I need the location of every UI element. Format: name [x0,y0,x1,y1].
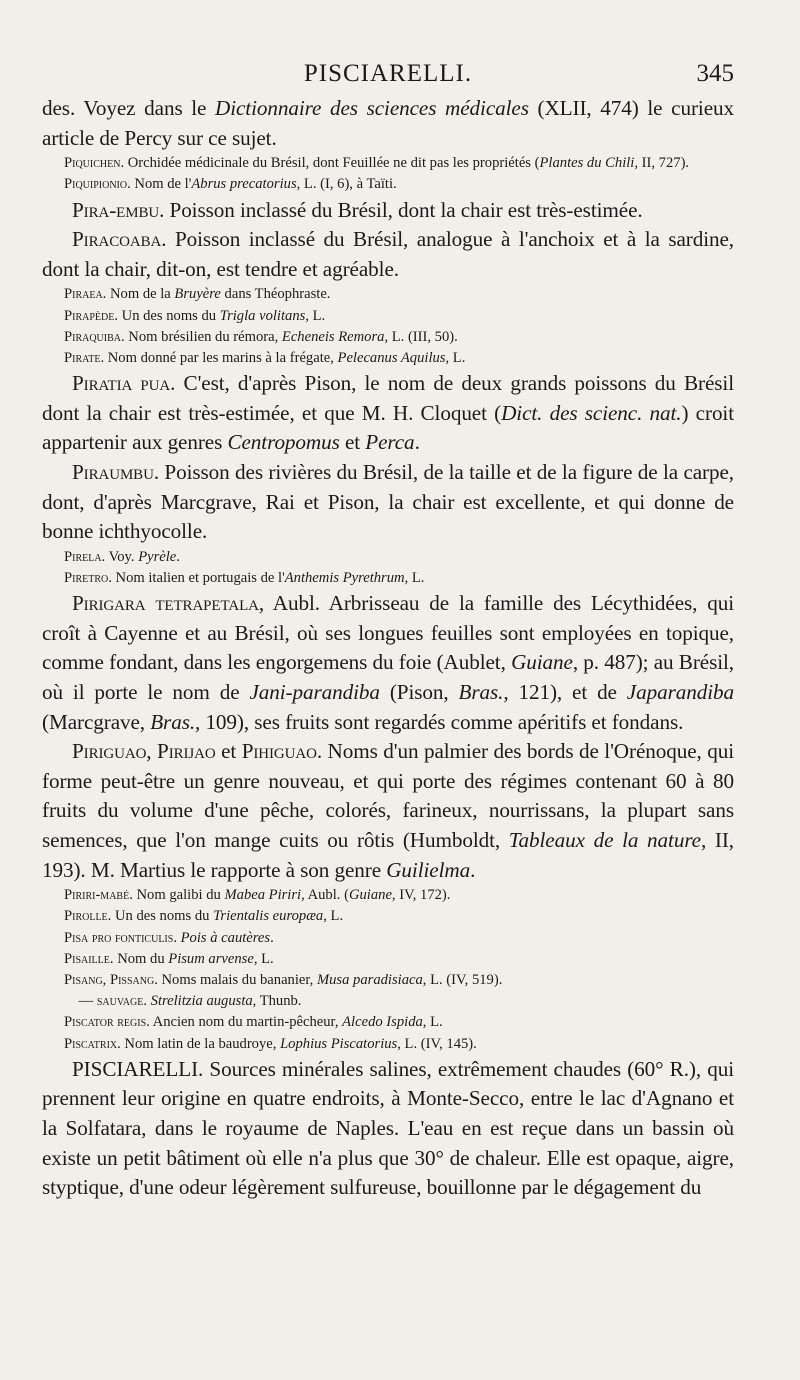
entry-text: Nom de l' [130,176,192,193]
entry-text: , L. (IV, 145). [397,1035,477,1052]
entry-headword: Piraumbu. [72,459,160,484]
entry-pisang-sauvage [64,991,734,1012]
entry-headword: Pisa pro fonticulis. [64,929,177,946]
entry-pisang [64,970,734,991]
entry-text: , L. (IV, 519). [422,971,503,988]
entry-text: Poisson inclassé du Brésil, analogue à l'anchoix et à la sardine, dont la chair, dit-on, est tendre et agréable. [42,227,734,281]
entry-text: . [414,430,420,455]
entry-pisa-pro-fonticulis [64,928,734,949]
entry-text: , IV, 172). [391,887,451,904]
entry-text: Aubl. Arbrisseau de la famille des Lécythidées, qui croît à Cayenne et au Brésil, où ses longues feuilles sont employées en topique, comme fondant, dans les engorgemens du foie (Aublet, [42,591,734,675]
entry-text: (Pison, [379,679,459,704]
entry-text: dans Théophraste. [220,286,331,303]
entry-italic: Japarandiba [626,679,734,704]
entry-italic: Dictionnaire des sciences médicales [215,96,529,120]
entry-piretro [64,568,734,589]
entry-headword: Pirate. [64,349,105,366]
entry-text: , 109), ses fruits sont regardés comme apéritifs et fondans. [195,709,684,734]
entry-piraumbu [42,458,734,547]
entry-text: , Thunb. [252,993,302,1010]
entry-italic: Mabea Piriri [224,887,302,904]
entry-italic: Abrus precatorius [191,176,297,193]
entry-headword: Pirigara tetrapetala, [72,591,265,616]
entry-italic: Pyrèle [138,548,177,565]
entry-headword: Piratia pua. [72,371,176,396]
entry-headword: sauvage. [93,993,147,1010]
entry-headword: Piquipionio. [64,176,131,193]
entry-italic: Guiane [511,650,573,675]
entry-italic: Trientalis europæa [213,908,324,925]
entry-text: . [270,929,274,946]
entry-pisaille [64,949,734,970]
entry-headword: Pihiguao. [241,739,323,764]
entry-text: Nom brésilien du rémora, [124,328,282,345]
entry-text: et [215,739,242,764]
entry-italic: Bras. [458,679,504,704]
running-title: PISCIARELLI. [303,60,473,87]
entry-text: Ancien nom du martin-pêcheur, [149,1014,343,1031]
entry-piraquiba [64,327,734,348]
entry-italic: Musa paradisiaca [316,971,423,988]
entry-italic: Plantes du Chili, [539,155,639,172]
entry-text: , L. [253,950,274,967]
entry-headword: Piscator regis. [64,1014,150,1031]
entry-text: Nom de la [106,286,175,303]
entry-italic: Pois à cautères [180,929,271,946]
entry-italic: Lophius Piscatorius [280,1035,398,1052]
entry-pirapede [64,306,734,327]
entry-headword: Pirolle. [64,908,112,925]
entry-piquichen [64,153,734,174]
entry-headword: Piraquiba. [64,328,125,345]
entry-pirela [64,547,734,568]
entry-text: . [470,857,476,882]
entry-headword: Piraea. [64,286,107,303]
entry-text: Poisson des rivières du Brésil, de la taille et de la figure de la carpe, dont, d'après Marcgrave, Rai et Pison, la chair est excellente, et qui donne de bonne ichthyocolle. [42,459,734,544]
entry-text: Nom donné par les marins à la frégate, [104,349,338,366]
entry-text: , L. [323,908,344,925]
entry-headword: Piriguao, Pirijao [72,739,216,764]
entry-text: II, 727). [638,155,690,172]
entry-text: Nom du [113,950,169,967]
entry-headword: Piscatrix. [64,1035,121,1052]
entry-piquipionio [64,174,734,195]
entry-italic: Jani-parandiba [249,679,380,704]
entry-text: ) croit appartenir aux genres [42,400,735,455]
entry-text: Orchidée médicinale du Brésil, dont Feuillée ne dit pas les propriétés ( [124,155,540,172]
entry-text: , L. (III, 50). [384,328,458,345]
entry-headword: Piquichen. [64,155,125,172]
entry-text: Noms d'un palmier des bords de l'Orénoque, qui forme peut-être un genre nouveau, et qui porte des régimes contenant 60 à 80 fruits du volume d'une pêche, colorés, farineux, nourrissans, la plupart sans semences, que l'on mange cuits ou rôtis (Humboldt, [42,739,734,852]
entry-headword: Pira-embu. [72,197,165,222]
entry-pira-embu [42,196,734,226]
entry-pirolle [64,906,734,927]
entry-italic: Centropomus [227,430,340,455]
entry-text: et [339,430,366,455]
entry-text: Nom galibi du [132,887,225,904]
entry-headword-main: PISCIARELLI. [72,1056,204,1081]
entry-italic: Dict. des scienc. nat. [501,400,682,425]
entry-italic: Bruyère [174,286,221,303]
entry-piscator-regis [64,1012,734,1033]
entry-italic: Tableaux de la nature [508,827,701,852]
entry-headword: Piriri-mabé. [64,887,133,904]
entry-piriguao [42,737,734,885]
page-header [42,60,734,94]
entry-italic: Guiane [348,887,392,904]
entry-headword: Piracoaba. [72,227,167,252]
entry-text: Nom latin de la baudroye, [120,1035,281,1052]
entry-text: des. Voyez dans le [42,96,216,120]
entry-italic: Pelecanus Aquilus [337,349,446,366]
entry-italic: Anthemis Pyrethrum [284,569,405,586]
entry-text: Un des noms du [118,307,220,324]
entry-text: , L. (I, 6), à Taïti. [296,176,397,193]
entry-text: Sources minérales salines, extrêmement chaudes (60° R.), qui prennent leur origine en quatre endroits, à Monte-Secco, entre le lac d'Agnano et la Solfatara, dans le royaume de Naples. L'eau en est reçue dans un bassin où existe un petit bâtiment où elle n'a plus que 30° de chaleur. Elle est opaque, aigre, styptique, d'une odeur légèrement sulfureuse, bouillonne par le dégagement du [42,1056,734,1200]
entries-column [42,94,734,1203]
entry-headword: Pirela. [64,548,106,565]
entry-italic: Bras. [150,709,196,734]
entry-headword: Pirapède. [64,307,118,324]
entry-text: , L. [404,569,425,586]
entry-text: Poisson inclassé du Brésil, dont la chair est très-estimée. [164,197,643,222]
entry-pisciarelli [42,1055,734,1203]
entry-italic: Pisum arvense [168,950,254,967]
entry-headword: Piretro. [64,569,112,586]
entry-text: , L. [305,307,326,324]
entry-text: Noms malais du bananier, [157,971,317,988]
entry-text: . [176,548,180,565]
entry-italic: Alcedo Ispida [342,1014,423,1031]
entry-italic: Guilielma [386,857,471,882]
entry-text: , 121), et de [503,679,627,704]
entry-text: Nom italien et portugais de l' [111,569,285,586]
entry-italic: Perca [365,430,415,455]
entry-text: Voy. [105,548,139,565]
entry-piriri-mabe [64,885,734,906]
entry-dash: — [78,993,94,1010]
entry-text: , L. [445,349,466,366]
entry-headword: Pisang, Pissang. [64,971,158,988]
entry-piraea [64,284,734,305]
entry-continuation [42,94,734,153]
entry-text: Un des noms du [111,908,214,925]
entry-text: , p. 487); au Brésil, où il porte le nom de [42,650,734,704]
entry-text: , L. [422,1014,443,1031]
entry-headword: Pisaille. [64,950,114,967]
entry-italic: Strelitzia augusta [150,993,253,1010]
entry-italic: Echeneis Remora [281,328,385,345]
entry-piracoaba [42,225,734,284]
entry-italic: Trigla volitans [219,307,306,324]
entry-text: C'est, d'après Pison, le nom de deux grands poissons du Brésil dont la chair est très-estimée, et que M. H. Cloquet ( [42,371,734,425]
entry-pirigara [42,589,734,737]
entry-text: (XLII, 474) le curieux article de Percy sur ce sujet. [42,96,734,150]
entry-pirate [64,348,734,369]
entry-text: , Aubl. ( [301,887,349,904]
page-number: 345 [696,60,734,87]
entry-text: (Marcgrave, [42,709,151,734]
entry-text: , II, 193). M. Martius le rapporte à son genre [42,827,734,882]
entry-piratia-pua [42,369,734,458]
entry-piscatrix [64,1034,734,1055]
